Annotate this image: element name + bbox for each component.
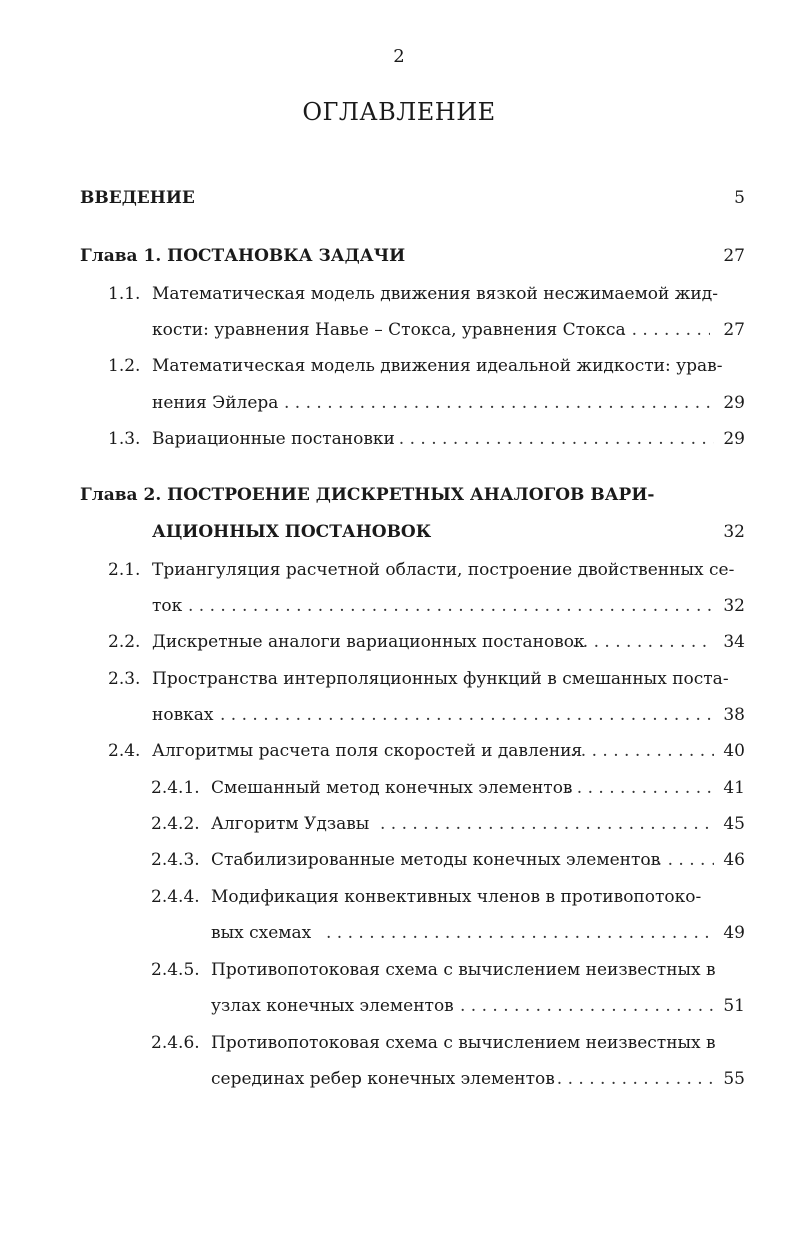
- toc-entry-label: Пространства интерполяционных функций в смешанных поста-: [152, 669, 729, 689]
- toc-entry-label-cont: АЦИОННЫХ ПОСТАНОВОК: [152, 522, 432, 542]
- toc-entry-page: 5: [734, 188, 745, 208]
- toc-entry-page: 40: [723, 741, 745, 761]
- toc-entry-2-4-4-cont[interactable]: [80, 918, 745, 948]
- toc-leader-dots: [610, 315, 710, 345]
- toc-entry-number: 2.3.: [108, 669, 141, 689]
- toc-entry-number: 2.4.6.: [151, 1033, 200, 1053]
- toc-leader-dots: [326, 918, 714, 948]
- toc-entry-2-4[interactable]: [80, 736, 745, 766]
- toc-entry-2-4-4[interactable]: [80, 882, 745, 912]
- toc-entry-label-cont: узлах конечных элементов: [211, 996, 454, 1016]
- toc-entry-2-1-cont[interactable]: [80, 591, 745, 621]
- toc-entry-page: 29: [723, 429, 745, 449]
- toc-entry-number: 2.4.3.: [151, 850, 200, 870]
- toc-entry-label-cont: вых схемах: [211, 923, 312, 943]
- toc-entry-page: 46: [723, 850, 745, 870]
- toc-entry-2-3-cont[interactable]: [80, 700, 745, 730]
- toc-entry-page: 45: [723, 814, 745, 834]
- toc-entry-label: Глава 1. ПОСТАНОВКА ЗАДАЧИ: [80, 246, 406, 266]
- page-number: 2: [393, 46, 405, 67]
- toc-entry-page: 27: [723, 320, 745, 340]
- page-title: ОГЛАВЛЕНИЕ: [302, 98, 496, 126]
- toc-leader-dots: [646, 845, 714, 875]
- toc-leader-dots: [220, 700, 714, 730]
- toc-leader-dots: [546, 1064, 714, 1094]
- toc-leader-dots: [388, 424, 714, 454]
- toc-entry-2-4-3[interactable]: [80, 845, 745, 875]
- toc-entry-1-3[interactable]: [80, 424, 745, 454]
- toc-entry-label: Математическая модель движения вязкой несжимаемой жид-: [152, 284, 718, 304]
- toc-entry-label: Математическая модель движения идеальной жидкости: урав-: [152, 356, 723, 376]
- toc-entry-page: 38: [723, 705, 745, 725]
- toc-leader-dots: [570, 736, 714, 766]
- toc-entry-label: ВВЕДЕНИЕ: [80, 188, 195, 208]
- toc-entry-page: 27: [723, 246, 745, 266]
- toc-entry-chapter-2-cont[interactable]: [80, 517, 745, 547]
- toc-entry-number: 2.4.5.: [151, 960, 200, 980]
- toc-entry-number: 2.4.: [108, 741, 141, 761]
- toc-entry-label: Противопотоковая схема с вычислением неизвестных в: [211, 1033, 716, 1053]
- toc-leader-dots: [566, 773, 714, 803]
- toc-entry-2-4-6[interactable]: [80, 1028, 745, 1058]
- toc-entry-page: 49: [723, 923, 745, 943]
- toc-entry-label-cont: нения Эйлера: [152, 393, 279, 413]
- toc-entry-page: 41: [723, 778, 745, 798]
- toc-entry-label-cont: новках: [152, 705, 214, 725]
- toc-entry-number: 1.2.: [108, 356, 141, 376]
- toc-entry-2-3[interactable]: [80, 664, 745, 694]
- toc-entry-2-4-2[interactable]: [80, 809, 745, 839]
- toc-entry-intro[interactable]: [80, 183, 745, 213]
- toc-entry-page: 29: [723, 393, 745, 413]
- toc-entry-number: 2.2.: [108, 632, 141, 652]
- toc-entry-1-2[interactable]: [80, 351, 745, 381]
- toc-entry-2-4-5-cont[interactable]: [80, 991, 745, 1021]
- toc-entry-label: Противопотоковая схема с вычислением неизвестных в: [211, 960, 716, 980]
- toc-entry-1-2-cont[interactable]: [80, 388, 745, 418]
- toc-entry-2-4-5[interactable]: [80, 955, 745, 985]
- toc-entry-label-cont: серединах ребер конечных элементов: [211, 1069, 555, 1089]
- toc-entry-label: Стабилизированные методы конечных элементов: [211, 850, 661, 870]
- toc-entry-page: 34: [723, 632, 745, 652]
- toc-entry-label-cont: ток: [152, 596, 183, 616]
- toc-entry-page: 51: [723, 996, 745, 1016]
- toc-leader-dots: [284, 388, 714, 418]
- toc-entry-page: 32: [723, 596, 745, 616]
- toc-entry-number: 1.1.: [108, 284, 141, 304]
- toc-entry-chapter-1[interactable]: [80, 241, 745, 271]
- toc-entry-number: 2.1.: [108, 560, 141, 580]
- toc-entry-label: Алгоритмы расчета поля скоростей и давления: [152, 741, 583, 761]
- toc-entry-label: Глава 2. ПОСТРОЕНИЕ ДИСКРЕТНЫХ АНАЛОГОВ ВАРИ-: [80, 485, 655, 505]
- toc-entry-2-1[interactable]: [80, 555, 745, 585]
- toc-entry-label: Вариационные постановки: [152, 429, 395, 449]
- toc-leader-dots: [460, 991, 714, 1021]
- toc-entry-label-cont: кости: уравнения Навье – Стокса, уравнения Стокса: [152, 320, 626, 340]
- toc-entry-number: 1.3.: [108, 429, 141, 449]
- toc-entry-label: Триангуляция расчетной области, построение двойственных се-: [152, 560, 735, 580]
- toc-entry-page: 55: [723, 1069, 745, 1089]
- toc-leader-dots: [572, 627, 714, 657]
- toc-entry-2-2[interactable]: [80, 627, 745, 657]
- toc-entry-chapter-2[interactable]: [80, 480, 745, 510]
- toc-entry-page: 32: [723, 522, 745, 542]
- toc-entry-2-4-6-cont[interactable]: [80, 1064, 745, 1094]
- toc-entry-1-1-cont[interactable]: [80, 315, 745, 345]
- toc-leader-dots: [380, 809, 714, 839]
- toc-entry-label: Смешанный метод конечных элементов: [211, 778, 573, 798]
- toc-entry-number: 2.4.2.: [151, 814, 200, 834]
- toc-entry-2-4-1[interactable]: [80, 773, 745, 803]
- toc-entry-1-1[interactable]: [80, 279, 745, 309]
- toc-entry-label: Модификация конвективных членов в противопотоко-: [211, 887, 702, 907]
- toc-leader-dots: [188, 591, 714, 621]
- toc-entry-label: Дискретные аналоги вариационных постановок: [152, 632, 585, 652]
- toc-entry-number: 2.4.1.: [151, 778, 200, 798]
- toc-entry-number: 2.4.4.: [151, 887, 200, 907]
- toc-entry-label: Алгоритм Удзавы: [211, 814, 370, 834]
